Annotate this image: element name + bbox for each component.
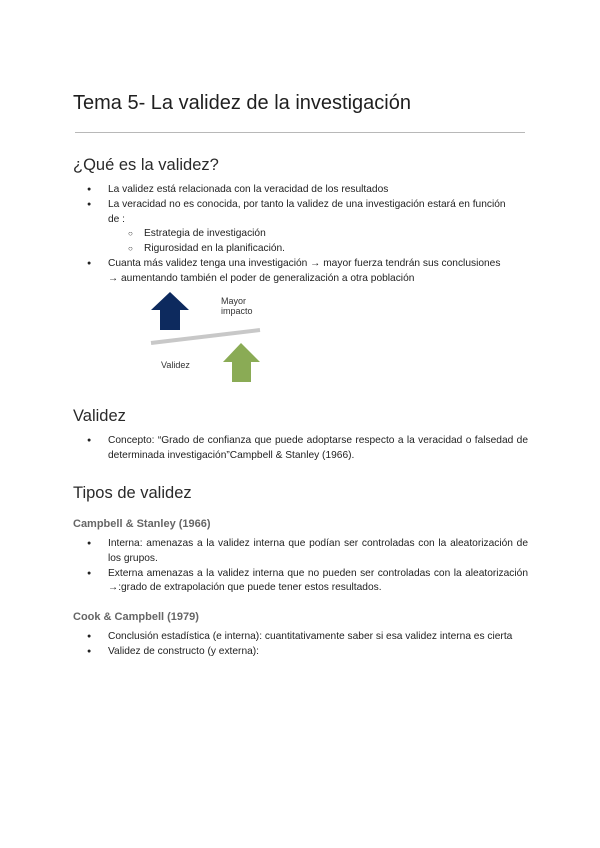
campbell-stanley-list: [73, 537, 528, 596]
list-item: ● Concepto: “Grado de confianza que puede adoptarse respecto a la veracidad o falsedad de determinada investigación”Campbell & Stanley (1966).: [73, 434, 528, 464]
subheading-campbell-stanley: Campbell & Stanley (1966): [73, 518, 211, 530]
page-title: Tema 5- La validez de la investigación: [73, 92, 411, 114]
list-item: ● La validez está relacionada con la veracidad de los resultados: [73, 183, 513, 198]
list-item: ● Externa amenazas a la validez interna que no pueden ser controladas con la aleatorización →:grado de extrapolación que puede tener estos resultados.: [73, 567, 528, 597]
list-item: [73, 198, 513, 257]
section2-list: [73, 434, 528, 464]
list-item: ● Cuanta más validez tenga una investigación → mayor fuerza tendrán sus conclusiones → aumentando también el poder de generalización a otra población: [73, 257, 513, 287]
validity-impact-diagram: [148, 290, 268, 390]
cook-campbell-list: [73, 630, 528, 660]
subheading-cook-campbell: Cook & Campbell (1979): [73, 611, 199, 623]
label-line: Mayor: [221, 296, 247, 306]
section-heading-que-es: ¿Qué es la validez?: [73, 156, 219, 174]
sublist-item: ○ Estrategia de investigación: [108, 227, 513, 242]
mayor-impacto-label: [221, 296, 271, 316]
list-item-text: La veracidad no es conocida, por tanto la validez de una investigación estará en función de :: [108, 198, 506, 225]
list-item: ● Validez de constructo (y externa):: [73, 645, 528, 660]
list-item: ● Interna: amenazas a la validez interna que podían ser controladas con la aleatorización de los grupos.: [73, 537, 528, 567]
validez-label: Validez: [161, 360, 190, 370]
section-heading-tipos: Tipos de validez: [73, 484, 192, 502]
list-item: ● Conclusión estadística (e interna): cuantitativamente saber si esa validez interna es cierta: [73, 630, 528, 645]
section1-list: [73, 183, 513, 287]
sublist-item: ○ Rigurosidad en la planificación.: [108, 242, 513, 257]
title-divider: [75, 132, 525, 133]
section-heading-validez: Validez: [73, 407, 126, 425]
divider-line: [151, 330, 260, 343]
dark-up-arrow: [151, 292, 189, 330]
green-up-arrow: [223, 343, 260, 382]
label-line: impacto: [221, 306, 253, 316]
section1-sublist: [108, 227, 513, 257]
